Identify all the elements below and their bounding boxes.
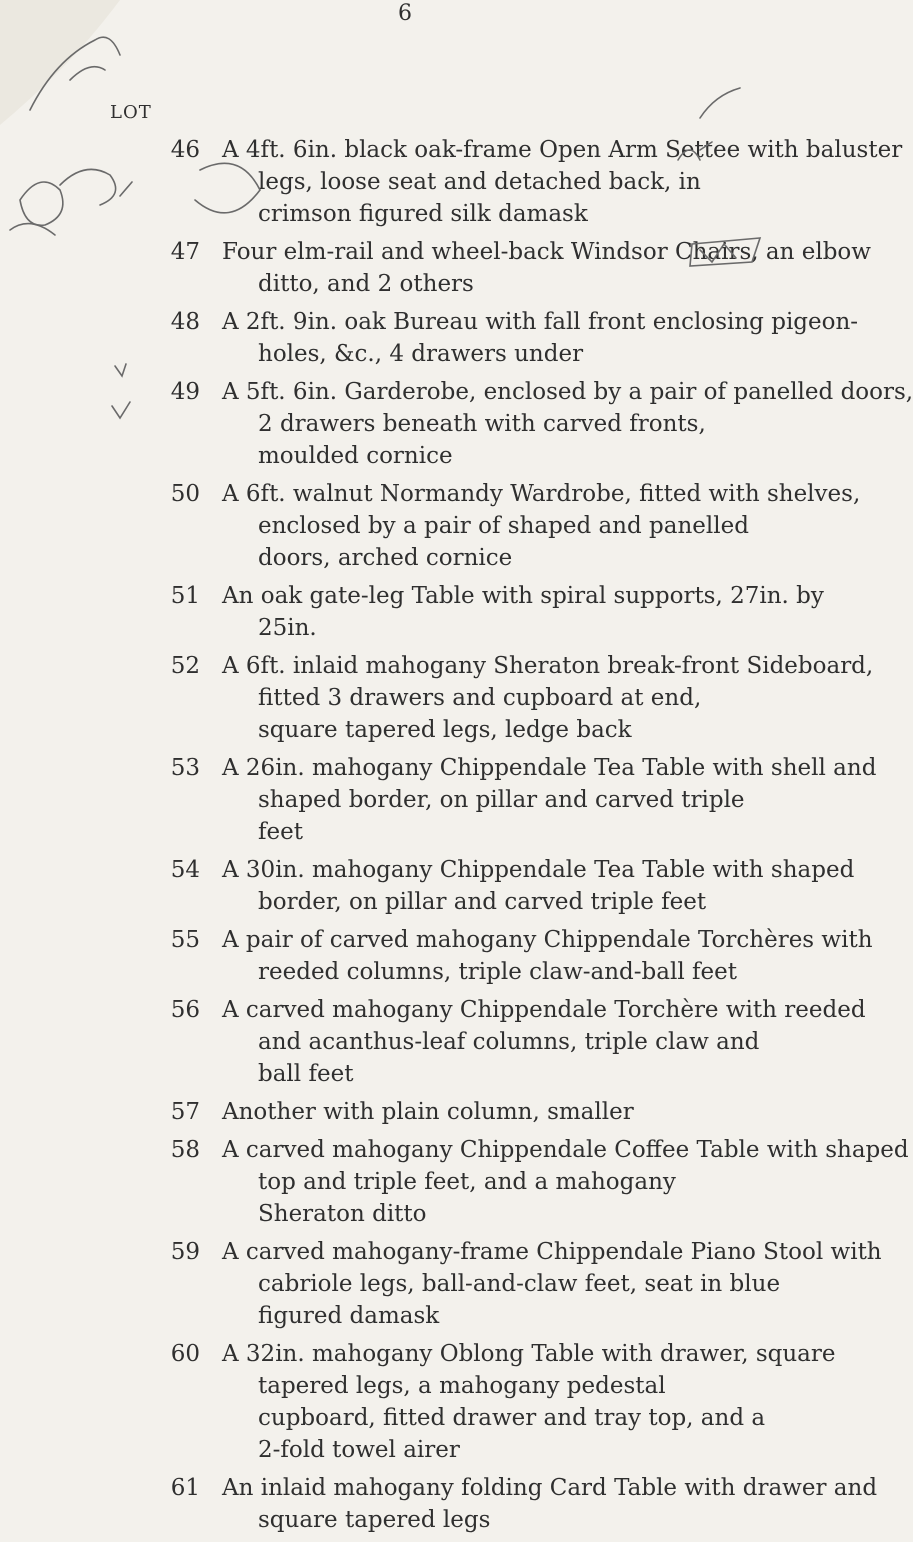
lot-number: 61 bbox=[170, 1475, 200, 1501]
lot-description-continuation: 25in. bbox=[258, 615, 317, 641]
lot-entry bbox=[0, 1236, 882, 1332]
lot-entry bbox=[0, 134, 903, 230]
lot-description bbox=[222, 1472, 878, 1536]
lot-description bbox=[222, 1236, 882, 1332]
lot-description bbox=[222, 478, 861, 574]
lot-description bbox=[222, 306, 859, 370]
lot-number: 58 bbox=[170, 1137, 200, 1163]
lot-number: 46 bbox=[170, 137, 200, 163]
lot-description-first-line: A 6ft. inlaid mahogany Sheraton break-front Sideboard, bbox=[222, 653, 874, 679]
lot-number: 57 bbox=[170, 1099, 200, 1125]
lot-description bbox=[222, 1134, 909, 1230]
lot-number: 50 bbox=[170, 481, 200, 507]
lot-number: 54 bbox=[170, 857, 200, 883]
lot-description bbox=[222, 376, 913, 472]
lot-description-continuation: ditto, and 2 others bbox=[258, 271, 474, 297]
lot-entry bbox=[0, 1472, 878, 1536]
lot-description-first-line: A 5ft. 6in. Garderobe, enclosed by a pair of panelled doors, bbox=[222, 379, 913, 405]
lot-description-continuation: legs, loose seat and detached back, in crimson figured silk damask bbox=[258, 169, 701, 227]
lot-description-continuation: shaped border, on pillar and carved triple feet bbox=[258, 787, 745, 845]
lot-number: 49 bbox=[170, 379, 200, 405]
lot-number: 51 bbox=[170, 583, 200, 609]
lot-description bbox=[222, 236, 871, 300]
lot-description-first-line: A carved mahogany-frame Chippendale Piano Stool with bbox=[222, 1239, 882, 1265]
lot-description-first-line: A 30in. mahogany Chippendale Tea Table with shaped bbox=[222, 857, 855, 883]
lot-description-continuation: and acanthus-leaf columns, triple claw and ball feet bbox=[258, 1029, 760, 1087]
lot-description bbox=[222, 854, 855, 918]
lot-number: 59 bbox=[170, 1239, 200, 1265]
lot-entry bbox=[0, 854, 855, 918]
lot-description bbox=[222, 1338, 836, 1466]
lot-entry bbox=[0, 478, 861, 574]
lot-description bbox=[222, 1096, 782, 1128]
lot-entry bbox=[0, 376, 913, 472]
lot-description-first-line: Four elm-rail and wheel-back Windsor Chairs, an elbow bbox=[222, 239, 871, 265]
lot-entry bbox=[0, 1338, 836, 1466]
lot-entry bbox=[0, 752, 877, 848]
lot-description-first-line: A carved mahogany Chippendale Coffee Table with shaped bbox=[222, 1137, 909, 1163]
lot-description bbox=[222, 994, 866, 1090]
lot-number: 60 bbox=[170, 1341, 200, 1367]
lot-number: 52 bbox=[170, 653, 200, 679]
lot-description-first-line: A 26in. mahogany Chippendale Tea Table with shell and bbox=[222, 755, 877, 781]
lot-description bbox=[222, 924, 873, 988]
lot-number: 48 bbox=[170, 309, 200, 335]
lot-entry bbox=[0, 306, 859, 370]
lot-entry bbox=[0, 924, 873, 988]
lot-entry bbox=[0, 650, 874, 746]
lot-description-first-line: A carved mahogany Chippendale Torchère with reeded bbox=[222, 997, 866, 1023]
lot-description bbox=[222, 650, 874, 746]
lot-description bbox=[222, 752, 877, 848]
lot-description-continuation: fitted 3 drawers and cupboard at end, square tapered legs, ledge back bbox=[258, 685, 702, 743]
lot-number: 56 bbox=[170, 997, 200, 1023]
lot-description bbox=[222, 580, 824, 644]
lot-description-first-line: A 4ft. 6in. black oak-frame Open Arm Settee with baluster bbox=[222, 137, 903, 163]
lot-description-continuation: square tapered legs bbox=[258, 1507, 491, 1533]
lot-description-continuation: top and triple feet, and a mahogany Sheraton ditto bbox=[258, 1169, 676, 1227]
lot-entry bbox=[0, 580, 824, 644]
lot-description-first-line: A 2ft. 9in. oak Bureau with fall front enclosing pigeon- bbox=[222, 309, 859, 335]
lot-description-continuation: tapered legs, a mahogany pedestal cupboard, fitted drawer and tray top, and a 2-fold towel airer bbox=[258, 1373, 766, 1463]
lot-column-heading: LOT bbox=[110, 102, 152, 123]
lot-description-continuation: cabriole legs, ball-and-claw feet, seat in blue figured damask bbox=[258, 1271, 781, 1329]
lot-entry bbox=[0, 1096, 800, 1128]
lot-description-continuation: enclosed by a pair of shaped and panelled doors, arched cornice bbox=[258, 513, 749, 571]
lot-description-continuation: holes, &c., 4 drawers under bbox=[258, 341, 584, 367]
lot-list bbox=[0, 134, 913, 1542]
lot-description bbox=[222, 134, 903, 230]
lot-description-first-line: Another with plain column, smaller bbox=[222, 1099, 634, 1125]
lot-description-first-line: A 6ft. walnut Normandy Wardrobe, fitted with shelves, bbox=[222, 481, 861, 507]
lot-description-first-line: A 32in. mahogany Oblong Table with drawer, square bbox=[222, 1341, 836, 1367]
lot-description-continuation: reeded columns, triple claw-and-ball feet bbox=[258, 959, 737, 985]
lot-entry bbox=[0, 236, 871, 300]
lot-description-first-line: A pair of carved mahogany Chippendale Torchères with bbox=[222, 927, 873, 953]
lot-description-continuation: border, on pillar and carved triple feet bbox=[258, 889, 707, 915]
lot-number: 53 bbox=[170, 755, 200, 781]
lot-entry bbox=[0, 994, 866, 1090]
lot-description-first-line: An oak gate-leg Table with spiral supports, 27in. by bbox=[222, 583, 824, 609]
page-number: 6 bbox=[398, 1, 412, 26]
lot-description-continuation: 2 drawers beneath with carved fronts, moulded cornice bbox=[258, 411, 706, 469]
lot-description-first-line: An inlaid mahogany folding Card Table with drawer and bbox=[222, 1475, 878, 1501]
lot-number: 47 bbox=[170, 239, 200, 265]
lot-number: 55 bbox=[170, 927, 200, 953]
lot-entry bbox=[0, 1134, 909, 1230]
